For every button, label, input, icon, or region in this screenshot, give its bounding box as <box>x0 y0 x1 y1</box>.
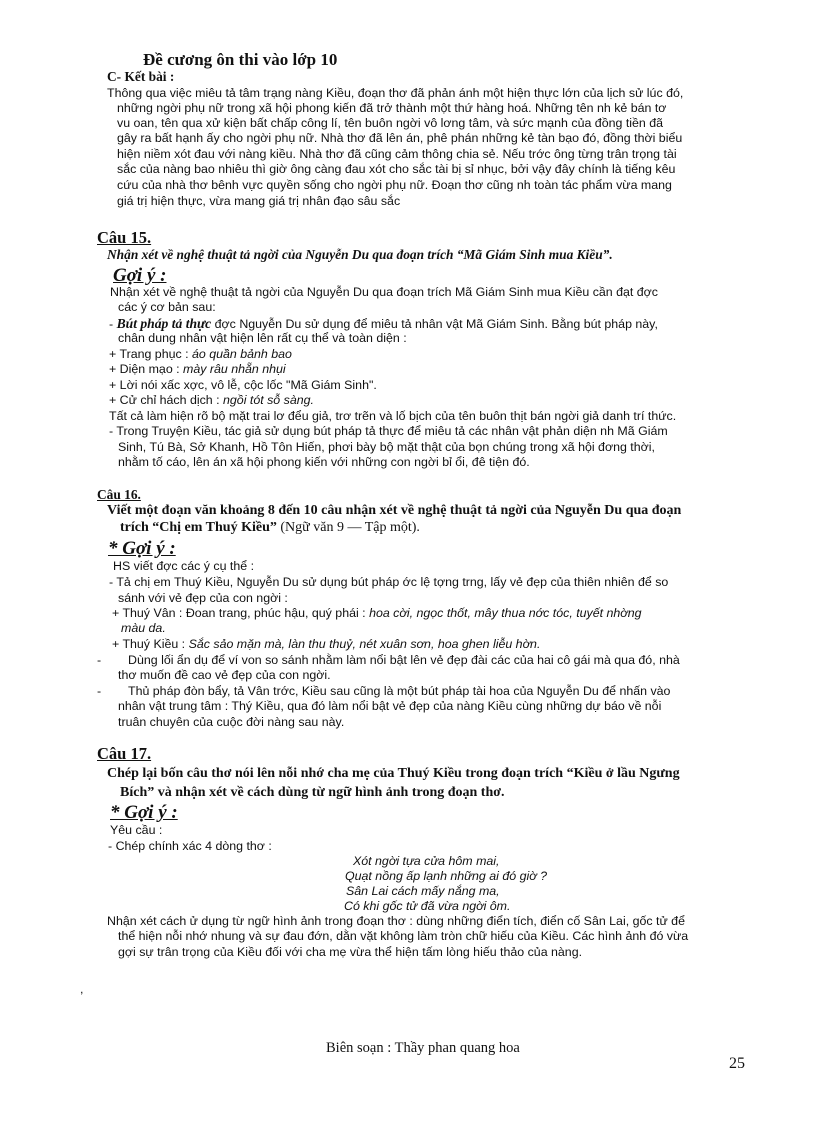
ket-bai-line: vu oan, tên qua xử kiện bất chấp công lí, tên buôn ngời vô lơng tâm, và sức mạnh của đồng tiền đã <box>117 116 664 130</box>
answer-line: Sinh, Tú Bà, Sở Khanh, Hồ Tôn Hiến, phơi bày bộ mặt thật của bọn chúng trong xã hội đơng thời, <box>118 440 655 454</box>
answer-line: - Bút pháp tả thực đợc Nguyễn Du sử dụng để miêu tả nhân vật Mã Giám Sinh. Bằng bút pháp này, <box>109 316 658 331</box>
stray-mark: , <box>80 982 84 996</box>
poem-line: Quạt nồng ấp lạnh những ai đó giờ ? <box>345 869 548 883</box>
answer-line: - Tả chị em Thuý Kiều, Nguyễn Du sử dụng bút pháp ớc lệ tợng trng, lấy vẻ đẹp của thiên nhiên để so <box>109 575 669 589</box>
answer-line: HS viết đợc các ý cụ thể : <box>113 559 255 573</box>
answer-line: truân chuyên của cuộc đời nàng sau này. <box>118 715 345 729</box>
bullet-item: + Thuý Vân : Đoan trang, phúc hậu, quý phái : hoa cời, ngọc thốt, mây thua nớc tóc, tuyết nhờng <box>112 606 642 620</box>
dash-marker: - <box>97 653 102 667</box>
bullet-item: + Cử chỉ hách dịch : ngồi tót sỗ sàng. <box>109 393 314 407</box>
answer-line: Thủ pháp đòn bẩy, tả Vân trớc, Kiều sau cũng là một bút pháp tài hoa của Nguyễn Du để nhấn vào <box>128 684 671 698</box>
dash-marker: - <box>97 684 102 698</box>
bullet-item: + Lời nói xấc xợc, vô lễ, cộc lốc "Mã Giám Sinh". <box>109 378 377 392</box>
ket-bai-heading: C- Kết bài : <box>107 69 175 84</box>
answer-line: nhân vật trung tâm : Thý Kiều, qua đó làm nổi bật vẻ đẹp của nàng Kiều cùng những dự báo về nỗi <box>118 699 662 713</box>
answer-line: Nhận xét về nghệ thuật tả ngời của Nguyễn Du qua đoạn trích Mã Giám Sinh mua Kiều cần đạt đợc <box>110 285 658 299</box>
ket-bai-line: giá trị hiện thực, vừa mang giá trị nhân đạo sâu sắc <box>117 194 401 208</box>
bullet-item-continued: màu da. <box>121 621 166 635</box>
question-text: Nhận xét về nghệ thuật tả ngời của Nguyễn Du qua đoạn trích “Mã Giám Sinh mua Kiều”. <box>107 247 613 262</box>
answer-line: Dùng lối ẩn dụ để ví von so sánh nhằm làm nổi bật lên vẻ đẹp đài các của hai cô gái mà qua đó, nhà <box>128 653 680 667</box>
answer-line: Nhận xét cách ử dụng từ ngữ hình ảnh trong đoạn thơ : dùng những điển tích, điển cố Sân Lai, gốc tử để <box>107 914 685 928</box>
answer-line: thể hiện nỗi nhớ nhung và sự đau đớn, dằn vặt không làm tròn chữ hiếu của Kiều. Các hình ảnh đó vừa <box>118 929 689 943</box>
ket-bai-line: gây ra bất hạnh ấy cho ngời phụ nữ. Nhà thơ đã lên án, phê phán những kẻ tàn bạo đó, đồng thời biểu <box>117 131 683 145</box>
answer-line: Tất cả làm hiện rõ bộ mặt trai lơ đểu giả, trơ trẽn và lố bịch của tên buôn thịt bán ngời giả danh trí thức. <box>109 409 677 423</box>
answer-line: - Chép chính xác 4 dòng thơ : <box>108 839 272 853</box>
question-text: Viết một đoạn văn khoảng 8 đến 10 câu nhận xét về nghệ thuật tả ngời của Nguyễn Du qua đoạn <box>107 503 682 518</box>
hint-heading: * Gợi ý : <box>108 538 176 559</box>
hint-heading: * Gợi ý : <box>110 802 178 823</box>
answer-line: nhằm tố cáo, lên án xã hội phong kiến với những con ngời bỉ ổi, đê tiện đó. <box>118 455 530 469</box>
requirement-label: Yêu cầu : <box>110 823 163 837</box>
answer-line: các ý cơ bản sau: <box>118 300 216 314</box>
question-text: Chép lại bốn câu thơ nói lên nỗi nhớ cha mẹ của Thuý Kiều trong đoạn trích “Kiều ở lầu Ngưng <box>107 766 680 781</box>
answer-line: - Trong Truyện Kiều, tác giả sử dụng bút pháp tả thực để miêu tả các nhân vật phản diện nh Mã Giám <box>109 424 668 438</box>
poem-line: Sân Lai cách mấy nắng ma, <box>346 884 500 898</box>
question-text: trích “Chị em Thuý Kiều” (Ngữ văn 9 — Tập một). <box>120 520 420 535</box>
answer-line: chân dung nhân vật hiện lên rất cụ thể và toàn diện : <box>118 331 407 345</box>
ket-bai-line: sắc của nàng bao nhiêu thì giờ ông càng đau xót cho sắc tài bị sỉ nhục, bởi vậy đây chính là tiếng kêu <box>117 162 676 176</box>
page-number: 25 <box>729 1055 745 1072</box>
question-text: Bích” và nhận xét về cách dùng từ ngữ hình ảnh trong đoạn thơ. <box>120 785 505 800</box>
bullet-item: + Trang phục : áo quần bảnh bao <box>109 347 292 361</box>
bullet-item: + Thuý Kiều : Sắc sảo mặn mà, làn thu thuỷ, nét xuân sơn, hoa ghen liễu hờn. <box>112 637 541 651</box>
answer-line: gợi sự trân trọng của Kiều đối với cha mẹ vừa thể hiện tấm lòng hiếu thảo của nàng. <box>118 945 583 959</box>
ket-bai-line: Thông qua việc miêu tả tâm trạng nàng Kiều, đoạn thơ đã phản ánh một hiện thực lớn của lịch sử lúc đó, <box>107 86 684 100</box>
answer-line: sánh với vẻ đẹp của con ngời : <box>118 591 288 605</box>
poem-line: Có khi gốc tử đã vừa ngời ôm. <box>344 899 511 913</box>
question-label: Câu 16. <box>97 487 141 502</box>
hint-heading: Gợi ý : <box>113 265 167 286</box>
bullet-item: + Diện mạo : mày râu nhẵn nhụi <box>109 362 286 376</box>
footer-author: Biên soạn : Thầy phan quang hoa <box>326 1040 520 1056</box>
ket-bai-line: cứu của nhà thơ bênh vực quyền sống cho ngời phụ nữ. Đoạn thơ cũng nh toàn tác phẩm vừa mang <box>117 178 672 192</box>
ket-bai-line: hiện niềm xót đau với nàng kiều. Nhà thơ đã cũng cảm thông chia sẻ. Nếu trớc ông từng trân trọng tài <box>117 147 677 161</box>
poem-line: Xót ngời tựa cửa hôm mai, <box>353 854 500 868</box>
answer-line: thơ muốn đề cao vẻ đẹp của con ngời. <box>118 668 331 682</box>
question-label: Câu 15. <box>97 228 152 247</box>
page-title: Đề cương ôn thi vào lớp 10 <box>143 50 338 69</box>
ket-bai-line: những ngời phụ nữ trong xã hội phong kiến đã trở thành một thứ hàng hoá. Những tên nh kẻ bán tơ <box>117 101 667 115</box>
question-label: Câu 17. <box>97 744 152 763</box>
